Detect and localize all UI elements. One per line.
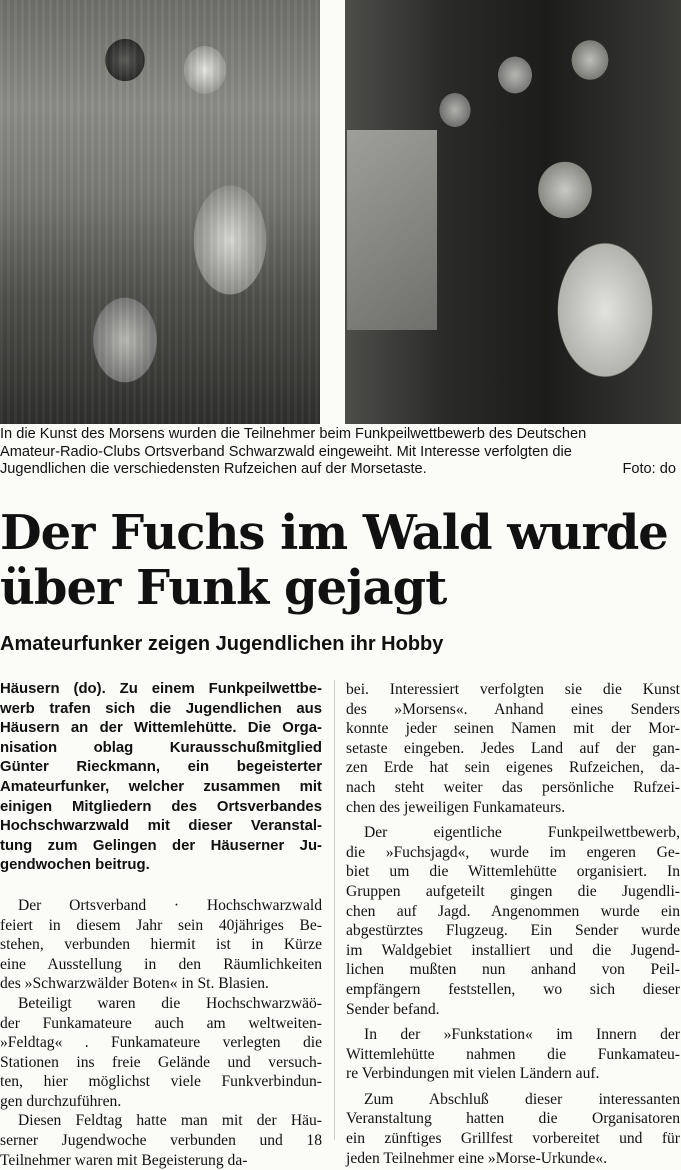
- text-line: empfängern feststellen, wo sich dieser: [346, 980, 680, 998]
- column-divider: [334, 680, 335, 1140]
- photo-credit: Foto: do: [622, 461, 676, 477]
- headline-line: Der Fuchs im Wald wurde: [0, 505, 668, 561]
- text-line: Häusern (do). Zu einem Funkpeilwettbe-: [0, 681, 322, 697]
- body-paragraph: [0, 994, 322, 1112]
- text-line: stehen, verbunden hiermit ist in Kürze: [0, 936, 322, 954]
- text-line: Hochschwarzwald mit dieser Veranstal-: [0, 818, 322, 835]
- text-line: abgestürztes Flugzeug. Ein Sender wurde: [346, 922, 680, 940]
- body-paragraph: [0, 896, 322, 994]
- body-paragraph: [346, 680, 680, 817]
- photo-gutter: [320, 0, 345, 424]
- headline-line: über Funk gejagt: [0, 560, 447, 616]
- text-line: Veranstaltung hatten die Organisatoren: [346, 1110, 680, 1128]
- caption-line-text: Jugendlichen die verschiedensten Rufzeichen auf der Morsetaste.: [0, 461, 427, 477]
- text-line: des »Schwarzwälder Boten« in St. Blasien.: [0, 975, 269, 993]
- text-line: gendwochen beitrug.: [0, 857, 150, 874]
- text-line: des »Morsens«. Anhand eines Senders: [346, 700, 680, 718]
- text-line: Der Ortsverband · Hochschwarzwald: [18, 896, 322, 914]
- text-line: lichen mußten nun anhand von Peil-: [346, 961, 680, 979]
- text-line: tung zum Gelingen der Häuserner Ju-: [0, 837, 322, 854]
- photo-caption: [0, 426, 676, 479]
- text-line: feiert in diesem Jahr sein 40jähriges Be-: [0, 916, 322, 934]
- text-line: chen des jeweiligen Funkamateurs.: [346, 798, 566, 816]
- text-line: bei. Interessiert verfolgten sie die Kunst: [346, 681, 680, 698]
- text-line: zen Erde hat sein eigenes Rufzeichen, da-: [346, 759, 680, 777]
- text-line: Wittemlehütte nahmen die Funkamateu-: [346, 1045, 680, 1063]
- text-line: gen durchzuführen.: [0, 1092, 122, 1110]
- text-line: konnte jeder seinen Namen mit der Mor-: [346, 720, 680, 738]
- text-line: Stationen ins freie Gelände und versuch-: [0, 1053, 322, 1071]
- text-line: serner Jugendwoche verbunden und 18: [0, 1132, 322, 1150]
- body-paragraph: [346, 1090, 680, 1168]
- text-line: der Funkamateure auch am weltweiten-: [0, 1014, 322, 1032]
- text-line: setaste eingeben. Jedes Land auf der gan-: [346, 739, 680, 757]
- text-line: Gruppen aufgeteilt gingen die Jugendli-: [346, 882, 680, 900]
- text-line: Zum Abschluß dieser interessanten: [364, 1090, 680, 1108]
- text-line: jeden Teilnehmer eine »Morse-Urkunde«.: [346, 1149, 608, 1167]
- body-paragraph: [346, 823, 680, 1019]
- text-line: chen auf Jagd. Angenommen wurde ein: [346, 902, 680, 920]
- text-line: nisation oblag Kurausschußmitglied: [0, 739, 322, 756]
- caption-line: Amateur-Radio-Clubs Ortsverband Schwarzwald eingeweiht. Mit Interesse verfolgten die: [0, 443, 572, 460]
- body-paragraph: [346, 1025, 680, 1084]
- right-column: [346, 680, 680, 1168]
- headline: [0, 506, 681, 616]
- text-line: die »Fuchsjagd«, wurde im engeren Ge-: [346, 843, 680, 861]
- photo-left: [0, 0, 320, 424]
- text-line: Häusern an der Wittemlehütte. Die Orga-: [0, 720, 322, 737]
- photo-right: [345, 0, 681, 424]
- text-line: im Waldgebiet installiert und die Jugend-: [346, 941, 680, 959]
- text-line: Teilnehmer waren mit Begeisterung da-: [0, 1151, 248, 1169]
- caption-line: In die Kunst des Morsens wurden die Teilnehmer beim Funkpeilwettbewerb des Deutschen: [0, 426, 587, 442]
- left-column: [0, 680, 322, 1170]
- text-line: Beteiligt waren die Hochschwarzwäö-: [18, 994, 322, 1012]
- text-line: nach steht weiter das persönliche Rufzei-: [346, 778, 680, 796]
- paragraph-gap: [0, 876, 322, 896]
- text-line: werb trafen sich die Jugendlichen aus: [0, 700, 322, 717]
- text-line: ten, hier möglichst viele Funkverbindun-: [0, 1073, 322, 1091]
- text-line: Günter Rieckmann, ein begeisterter: [0, 759, 322, 776]
- text-line: einigen Mitgliedern des Ortsverbandes: [0, 798, 322, 815]
- text-line: Amateurfunker, welcher zusammen mit: [0, 778, 322, 795]
- lead-paragraph: [0, 680, 322, 876]
- text-line: »Feldtag« . Funkamateure verlegten die: [0, 1034, 322, 1052]
- text-line: In der »Funkstation« im Innern der: [364, 1026, 680, 1044]
- text-line: Sender befand.: [346, 1000, 440, 1018]
- text-line: re Verbindungen mit vielen Ländern auf.: [346, 1065, 600, 1083]
- text-line: biet um die Wittemlehütte organisiert. In: [346, 863, 680, 881]
- caption-line: [0, 461, 676, 479]
- subheadline: Amateurfunker zeigen Jugendlichen ihr Hobby: [0, 633, 444, 655]
- text-line: ein zünftiges Grillfest vorbereitet und für: [346, 1130, 680, 1148]
- body-paragraph: [0, 1111, 322, 1170]
- text-line: Der eigentliche Funkpeilwettbewerb,: [364, 824, 680, 842]
- text-line: Diesen Feldtag hatte man mit der Häu-: [18, 1112, 322, 1130]
- text-line: eine Ausstellung in den Räumlichkeiten: [0, 955, 322, 973]
